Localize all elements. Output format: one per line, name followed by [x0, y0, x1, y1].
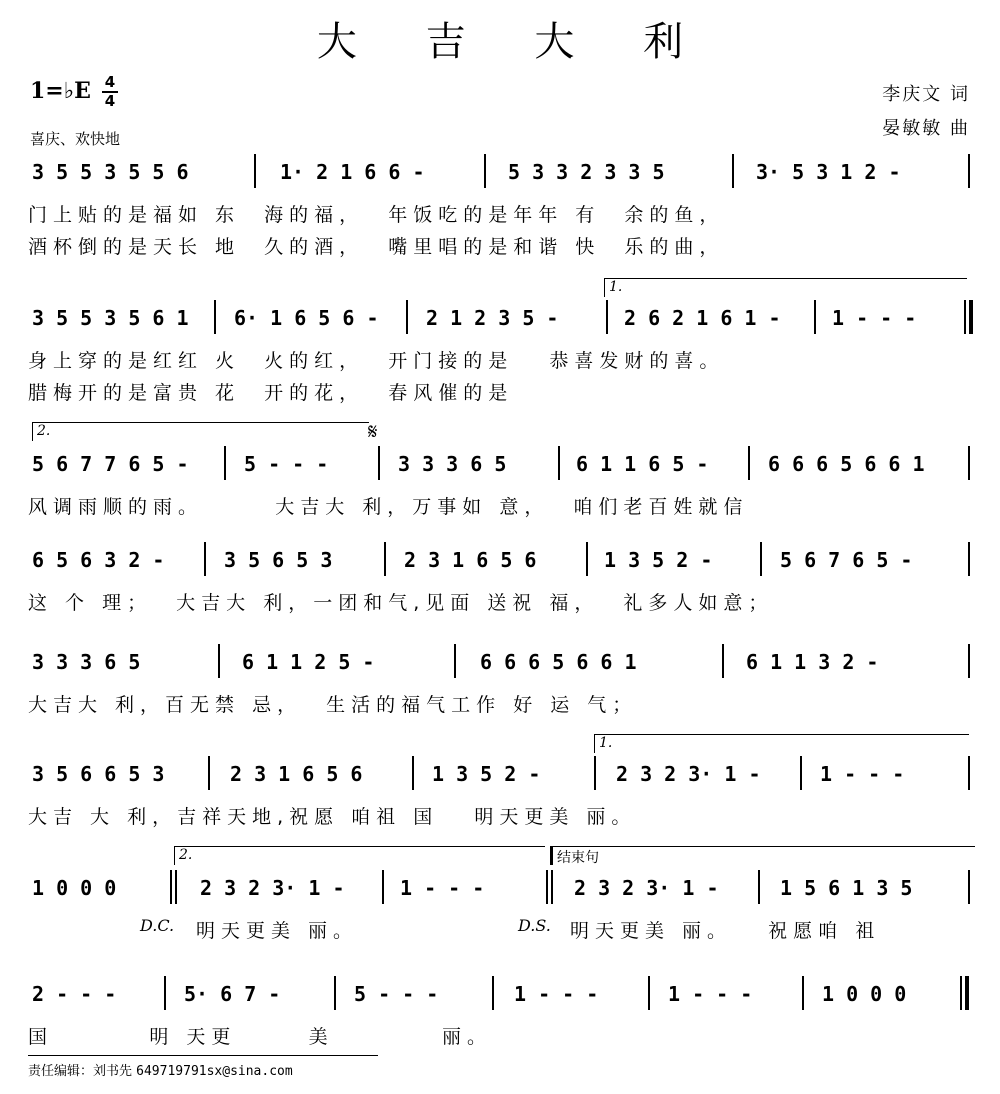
final-barline — [960, 976, 962, 1010]
measure: 2 1 2 3 5 - — [426, 306, 559, 330]
time-signature — [100, 74, 120, 110]
measure: 2 3 2 3· 1 - — [616, 762, 761, 786]
second-ending-bracket: 2. — [32, 422, 369, 441]
double-barline — [551, 870, 553, 904]
lyrics-verse-1: 门上贴的是福如 东 海的福， 年饭吃的是年年 有 余的鱼， — [28, 204, 725, 226]
barline — [406, 300, 408, 334]
barline — [648, 976, 650, 1010]
repeat-barline — [964, 300, 966, 334]
measure: 2 - - - — [32, 982, 117, 1006]
barline — [484, 154, 486, 188]
measure: 1 3 5 2 - — [604, 548, 713, 572]
lyrics-verse-1: 这 个 理； 大吉大 利，一团和气,见面 送祝 福， 礼多人如意； — [28, 592, 774, 614]
barline — [218, 644, 220, 678]
notes-line — [28, 650, 972, 678]
segno-sign: 𝄋 — [368, 420, 378, 445]
barline — [760, 542, 762, 576]
barline — [382, 870, 384, 904]
barline — [968, 756, 970, 790]
song-title: 大 吉 大 利 — [316, 19, 712, 65]
measure: 1 3 5 2 - — [432, 762, 541, 786]
barline — [254, 154, 256, 188]
measure: 1 - - - — [514, 982, 599, 1006]
meter-bottom: 4 — [104, 92, 116, 110]
lyricist-credit: 李庆文 词 — [882, 84, 970, 105]
measure: 5· 6 7 - — [184, 982, 281, 1006]
lyrics-verse-1: 风调雨顺的雨。 大吉大 利，万事如 意， 咱们老百姓就信 — [28, 496, 749, 518]
measure: 5 6 7 6 5 - — [780, 548, 913, 572]
repeat-barline-thick — [969, 300, 973, 334]
measure: 6 6 6 5 6 6 1 — [768, 452, 925, 476]
notes-line — [28, 548, 972, 576]
measure: 2 3 2 3· 1 - — [574, 876, 719, 900]
notes-line — [28, 306, 972, 334]
barline — [606, 300, 608, 334]
barline — [722, 644, 724, 678]
measure: 3 5 6 5 3 — [224, 548, 333, 572]
measure: 1 0 0 0 — [32, 876, 117, 900]
measure: 6 6 6 5 6 6 1 — [480, 650, 637, 674]
barline — [748, 446, 750, 480]
editor-label: 责任编辑：刘书先 — [28, 1064, 133, 1079]
barline — [378, 446, 380, 480]
measure: 2 3 1 6 5 6 — [404, 548, 537, 572]
measure: 5 - - - — [354, 982, 439, 1006]
lyrics-verse-1: 身上穿的是红红 火 火的红， 开门接的是 恭喜发财的喜。 — [28, 350, 725, 372]
measure: 1· 2 1 6 6 - — [280, 160, 425, 184]
barline — [758, 870, 760, 904]
barline — [968, 446, 970, 480]
barline — [968, 542, 970, 576]
lyrics-verse-1: 明天更美 丽。 — [196, 920, 359, 942]
coda-ending-bracket: 结束句 — [550, 846, 975, 865]
lyrics-verse-1: 大吉 大 利，吉祥天地,祝愿 咱祖 国 明天更美 丽。 — [28, 806, 637, 828]
measure: 3 5 6 6 5 3 — [32, 762, 165, 786]
key-signature: 1=♭E — [30, 78, 91, 104]
double-barline — [546, 870, 548, 904]
second-ending-bracket: 2. — [174, 846, 545, 865]
tempo-marking: 喜庆、欢快地 — [30, 130, 121, 148]
measure: 3 5 5 3 5 6 1 — [32, 306, 189, 330]
lyrics-verse-2: 腊梅开的是富贵 花 开的花， 春风催的是 — [28, 382, 514, 404]
footer-credit — [28, 1055, 378, 1079]
barline — [224, 446, 226, 480]
measure: 6· 1 6 5 6 - — [234, 306, 379, 330]
lyrics-verse-1: 明天更美 丽。 祝愿咱 祖 — [570, 920, 881, 942]
barline — [214, 300, 216, 334]
first-ending-bracket: 1. — [604, 278, 967, 297]
barline — [558, 446, 560, 480]
notes-line — [28, 762, 972, 790]
measure: 3· 5 3 1 2 - — [756, 160, 901, 184]
barline — [968, 154, 970, 188]
barline — [384, 542, 386, 576]
meter-top: 4 — [104, 73, 116, 91]
barline — [586, 542, 588, 576]
measure: 6 1 1 3 2 - — [746, 650, 879, 674]
notes-line — [28, 876, 972, 904]
measure: 3 3 3 6 5 — [32, 650, 141, 674]
measure: 5 6 7 7 6 5 - — [32, 452, 189, 476]
barline — [492, 976, 494, 1010]
measure: 1 - - - — [400, 876, 485, 900]
lyrics-verse-2: 酒杯倒的是天长 地 久的酒， 嘴里唱的是和谐 快 乐的曲， — [28, 236, 725, 258]
final-barline-thick — [965, 976, 969, 1010]
barline — [208, 756, 210, 790]
measure: 5 3 3 2 3 3 5 — [508, 160, 665, 184]
ds-marking: D.S. — [518, 916, 551, 935]
measure: 1 - - - — [668, 982, 753, 1006]
notes-line — [28, 160, 972, 188]
lyrics-verse-1: 国 明 天更 美 丽。 — [28, 1026, 492, 1048]
composer-credit: 晏敏敏 曲 — [882, 118, 970, 139]
barline — [334, 976, 336, 1010]
measure: 1 - - - — [820, 762, 905, 786]
barline — [814, 300, 816, 334]
notes-line — [28, 452, 972, 480]
measure: 6 1 1 2 5 - — [242, 650, 375, 674]
barline — [802, 976, 804, 1010]
repeat-barline — [175, 870, 177, 904]
measure: 2 6 2 1 6 1 - — [624, 306, 781, 330]
barline — [412, 756, 414, 790]
measure: 2 3 2 3· 1 - — [200, 876, 345, 900]
repeat-barline — [170, 870, 172, 904]
editor-email: 649719791sx@sina.com — [136, 1064, 293, 1079]
notes-line — [28, 982, 972, 1010]
measure: 3 5 5 3 5 5 6 — [32, 160, 189, 184]
measure: 3 3 3 6 5 — [398, 452, 507, 476]
measure: 5 - - - — [244, 452, 329, 476]
barline — [732, 154, 734, 188]
first-ending-bracket: 1. — [594, 734, 969, 753]
measure: 6 5 6 3 2 - — [32, 548, 165, 572]
barline — [594, 756, 596, 790]
barline — [800, 756, 802, 790]
barline — [968, 644, 970, 678]
barline — [164, 976, 166, 1010]
measure: 2 3 1 6 5 6 — [230, 762, 363, 786]
dc-marking: D.C. — [140, 916, 175, 935]
measure: 6 1 1 6 5 - — [576, 452, 709, 476]
barline — [968, 870, 970, 904]
barline — [454, 644, 456, 678]
measure: 1 0 0 0 — [822, 982, 907, 1006]
measure: 1 5 6 1 3 5 — [780, 876, 913, 900]
lyrics-verse-1: 大吉大 利，百无禁 忌， 生活的福气工作 好 运 气； — [28, 694, 638, 716]
barline — [204, 542, 206, 576]
measure: 1 - - - — [832, 306, 917, 330]
